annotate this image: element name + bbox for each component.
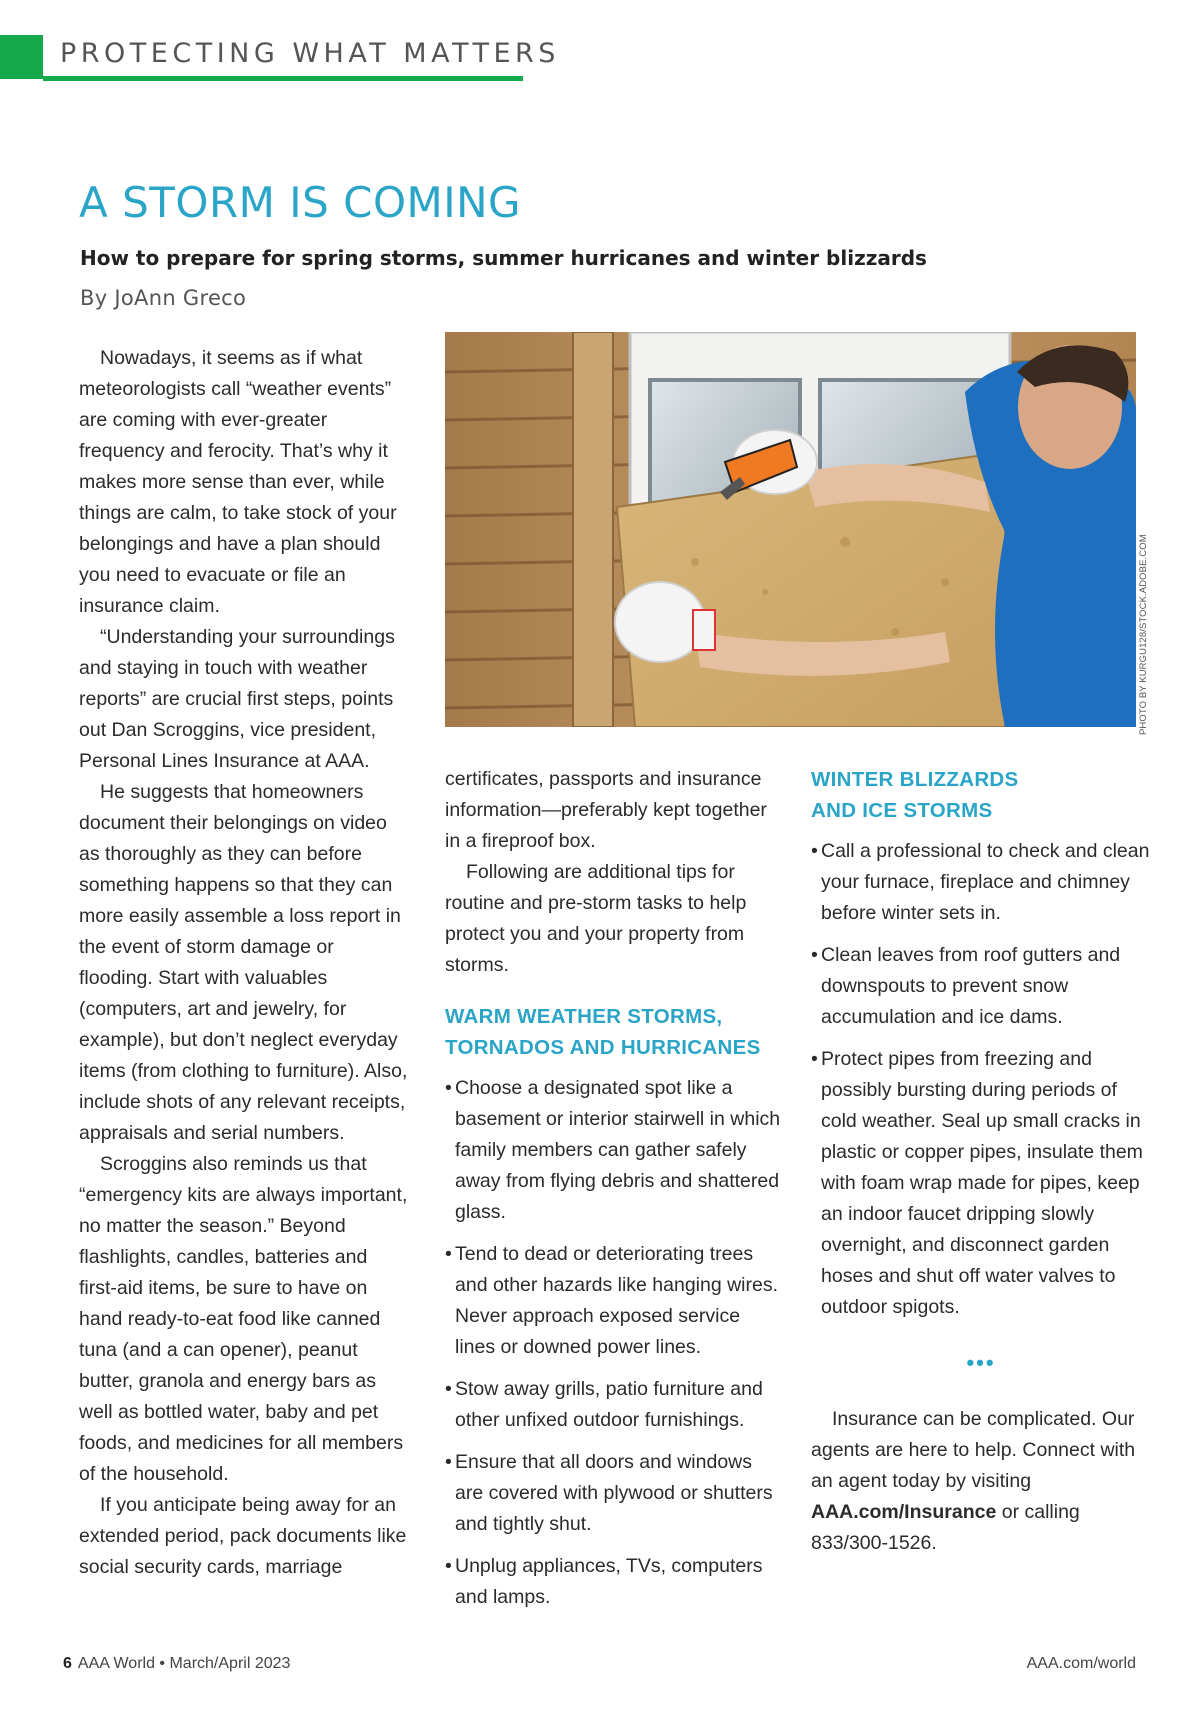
section-color-bar <box>0 35 43 79</box>
closing-text: or calling 833/300-1526. <box>811 1501 1080 1554</box>
section-heading-warm-weather <box>445 1001 785 1063</box>
article-title: A STORM IS COMING <box>79 178 522 227</box>
list-item <box>445 1551 785 1613</box>
footer-website[interactable]: AAA.com/world <box>1026 1655 1136 1672</box>
photo-credit <box>1138 534 1150 735</box>
bullet-icon: • <box>445 1378 452 1400</box>
section-underline <box>43 76 523 81</box>
list-item <box>445 1239 785 1363</box>
list-item <box>811 1044 1151 1323</box>
list-item <box>811 836 1151 929</box>
article-byline: By JoAnn Greco <box>80 286 247 310</box>
section-label: PROTECTING WHAT MATTERS <box>60 38 560 69</box>
paragraph: If you anticipate being away for an extended period, pack documents like social security cards, marriage <box>79 1494 407 1578</box>
list-item-text: Clean leaves from roof gutters and downspouts to prevent snow accumulation and ice dams. <box>821 944 1121 1028</box>
column-1 <box>79 343 409 1583</box>
list-item <box>445 1447 785 1540</box>
page-number: 6 <box>63 1655 72 1672</box>
heading-line: WINTER BLIZZARDS <box>811 768 1019 791</box>
section-heading-winter <box>811 764 1151 826</box>
bullet-icon: • <box>811 840 818 862</box>
paragraph: He suggests that homeowners document their belongings on video as thoroughly as they can before something happens so that they can more easily assemble a loss report in the event of storm damage or flooding. Start with valuables (computers, art and jewelry, for example), but don’t neglect everyday items (from clothing to furniture). Also, include shots of any relevant receipts, appraisals and serial numbers. <box>79 781 408 1144</box>
paragraph: certificates, passports and insurance information—preferably kept together in a fireproof box. <box>445 768 767 852</box>
heading-line: TORNADOS AND HURRICANES <box>445 1036 761 1059</box>
paragraph: Scroggins also reminds us that “emergency kits are always important, no matter the season.” Beyond flashlights, candles, batteries and first-aid items, be sure to have on hand ready-to-eat food like canned tuna (and a can opener), peanut butter, granola and energy bars as well as bottled water, baby and pet foods, and medicines for all members of the household. <box>79 1153 408 1485</box>
bullet-icon: • <box>445 1555 452 1577</box>
list-item-text: Ensure that all doors and windows are covered with plywood or shutters and tightly shut. <box>455 1451 773 1535</box>
column-3 <box>811 764 1151 1559</box>
tips-list <box>811 836 1151 1323</box>
footer-publication <box>63 1655 290 1673</box>
bullet-icon: • <box>811 1048 818 1070</box>
bullet-icon: • <box>445 1451 452 1473</box>
paragraph: “Understanding your surroundings and staying in touch with weather reports” are crucial first steps, points out Dan Scroggins, vice president, Personal Lines Insurance at AAA. <box>79 626 395 772</box>
article-photo <box>445 332 1136 727</box>
tips-list <box>445 1073 785 1613</box>
heading-line: WARM WEATHER STORMS, <box>445 1005 723 1028</box>
publication-name: AAA World • March/April 2023 <box>77 1655 291 1672</box>
list-item-text: Call a professional to check and clean your furnace, fireplace and chimney before winter sets in. <box>821 840 1150 924</box>
bullet-icon: • <box>445 1243 452 1265</box>
list-item-text: Protect pipes from freezing and possibly bursting during periods of cold weather. Seal up small cracks in plastic or copper pipes, insulate them with foam wrap made for pipes, keep an indoor faucet dripping slowly overnight, and disconnect garden hoses and shut off water valves to outdoor spigots. <box>821 1048 1143 1318</box>
photo-credit-text: PHOTO BY KURGU128/STOCK.ADOBE.COM <box>1138 534 1149 735</box>
paragraph: Nowadays, it seems as if what meteorologists call “weather events” are coming with ever-greater frequency and ferocity. That’s why it makes more sense than ever, while things are calm, to take stock of your belongings and have a plan should you need to evacuate or file an insurance claim. <box>79 347 397 617</box>
heading-line: AND ICE STORMS <box>811 799 993 822</box>
article-subtitle: How to prepare for spring storms, summer hurricanes and winter blizzards <box>80 246 927 270</box>
paragraph: Following are additional tips for routine and pre-storm tasks to help protect you and your property from storms. <box>445 861 747 976</box>
list-item <box>445 1073 785 1228</box>
section-separator: ••• <box>966 1350 996 1375</box>
list-item-text: Choose a designated spot like a basement or interior stairwell in which family members can gather safely away from flying debris and shattered glass. <box>455 1077 781 1223</box>
closing-text: Insurance can be complicated. Our agents are here to help. Connect with an agent today by visiting <box>811 1408 1136 1492</box>
list-item-text: Unplug appliances, TVs, computers and lamps. <box>455 1555 763 1608</box>
bullet-icon: • <box>811 944 818 966</box>
list-item-text: Stow away grills, patio furniture and other unfixed outdoor furnishings. <box>455 1378 763 1431</box>
insurance-link[interactable]: AAA.com/Insurance <box>811 1501 997 1523</box>
closing-paragraph <box>811 1404 1151 1559</box>
list-item-text: Tend to dead or deteriorating trees and other hazards like hanging wires. Never approach exposed service lines or downed power lines. <box>455 1243 779 1358</box>
list-item <box>445 1374 785 1436</box>
list-item <box>811 940 1151 1033</box>
bullet-icon: • <box>445 1077 452 1099</box>
column-2 <box>445 764 785 1624</box>
